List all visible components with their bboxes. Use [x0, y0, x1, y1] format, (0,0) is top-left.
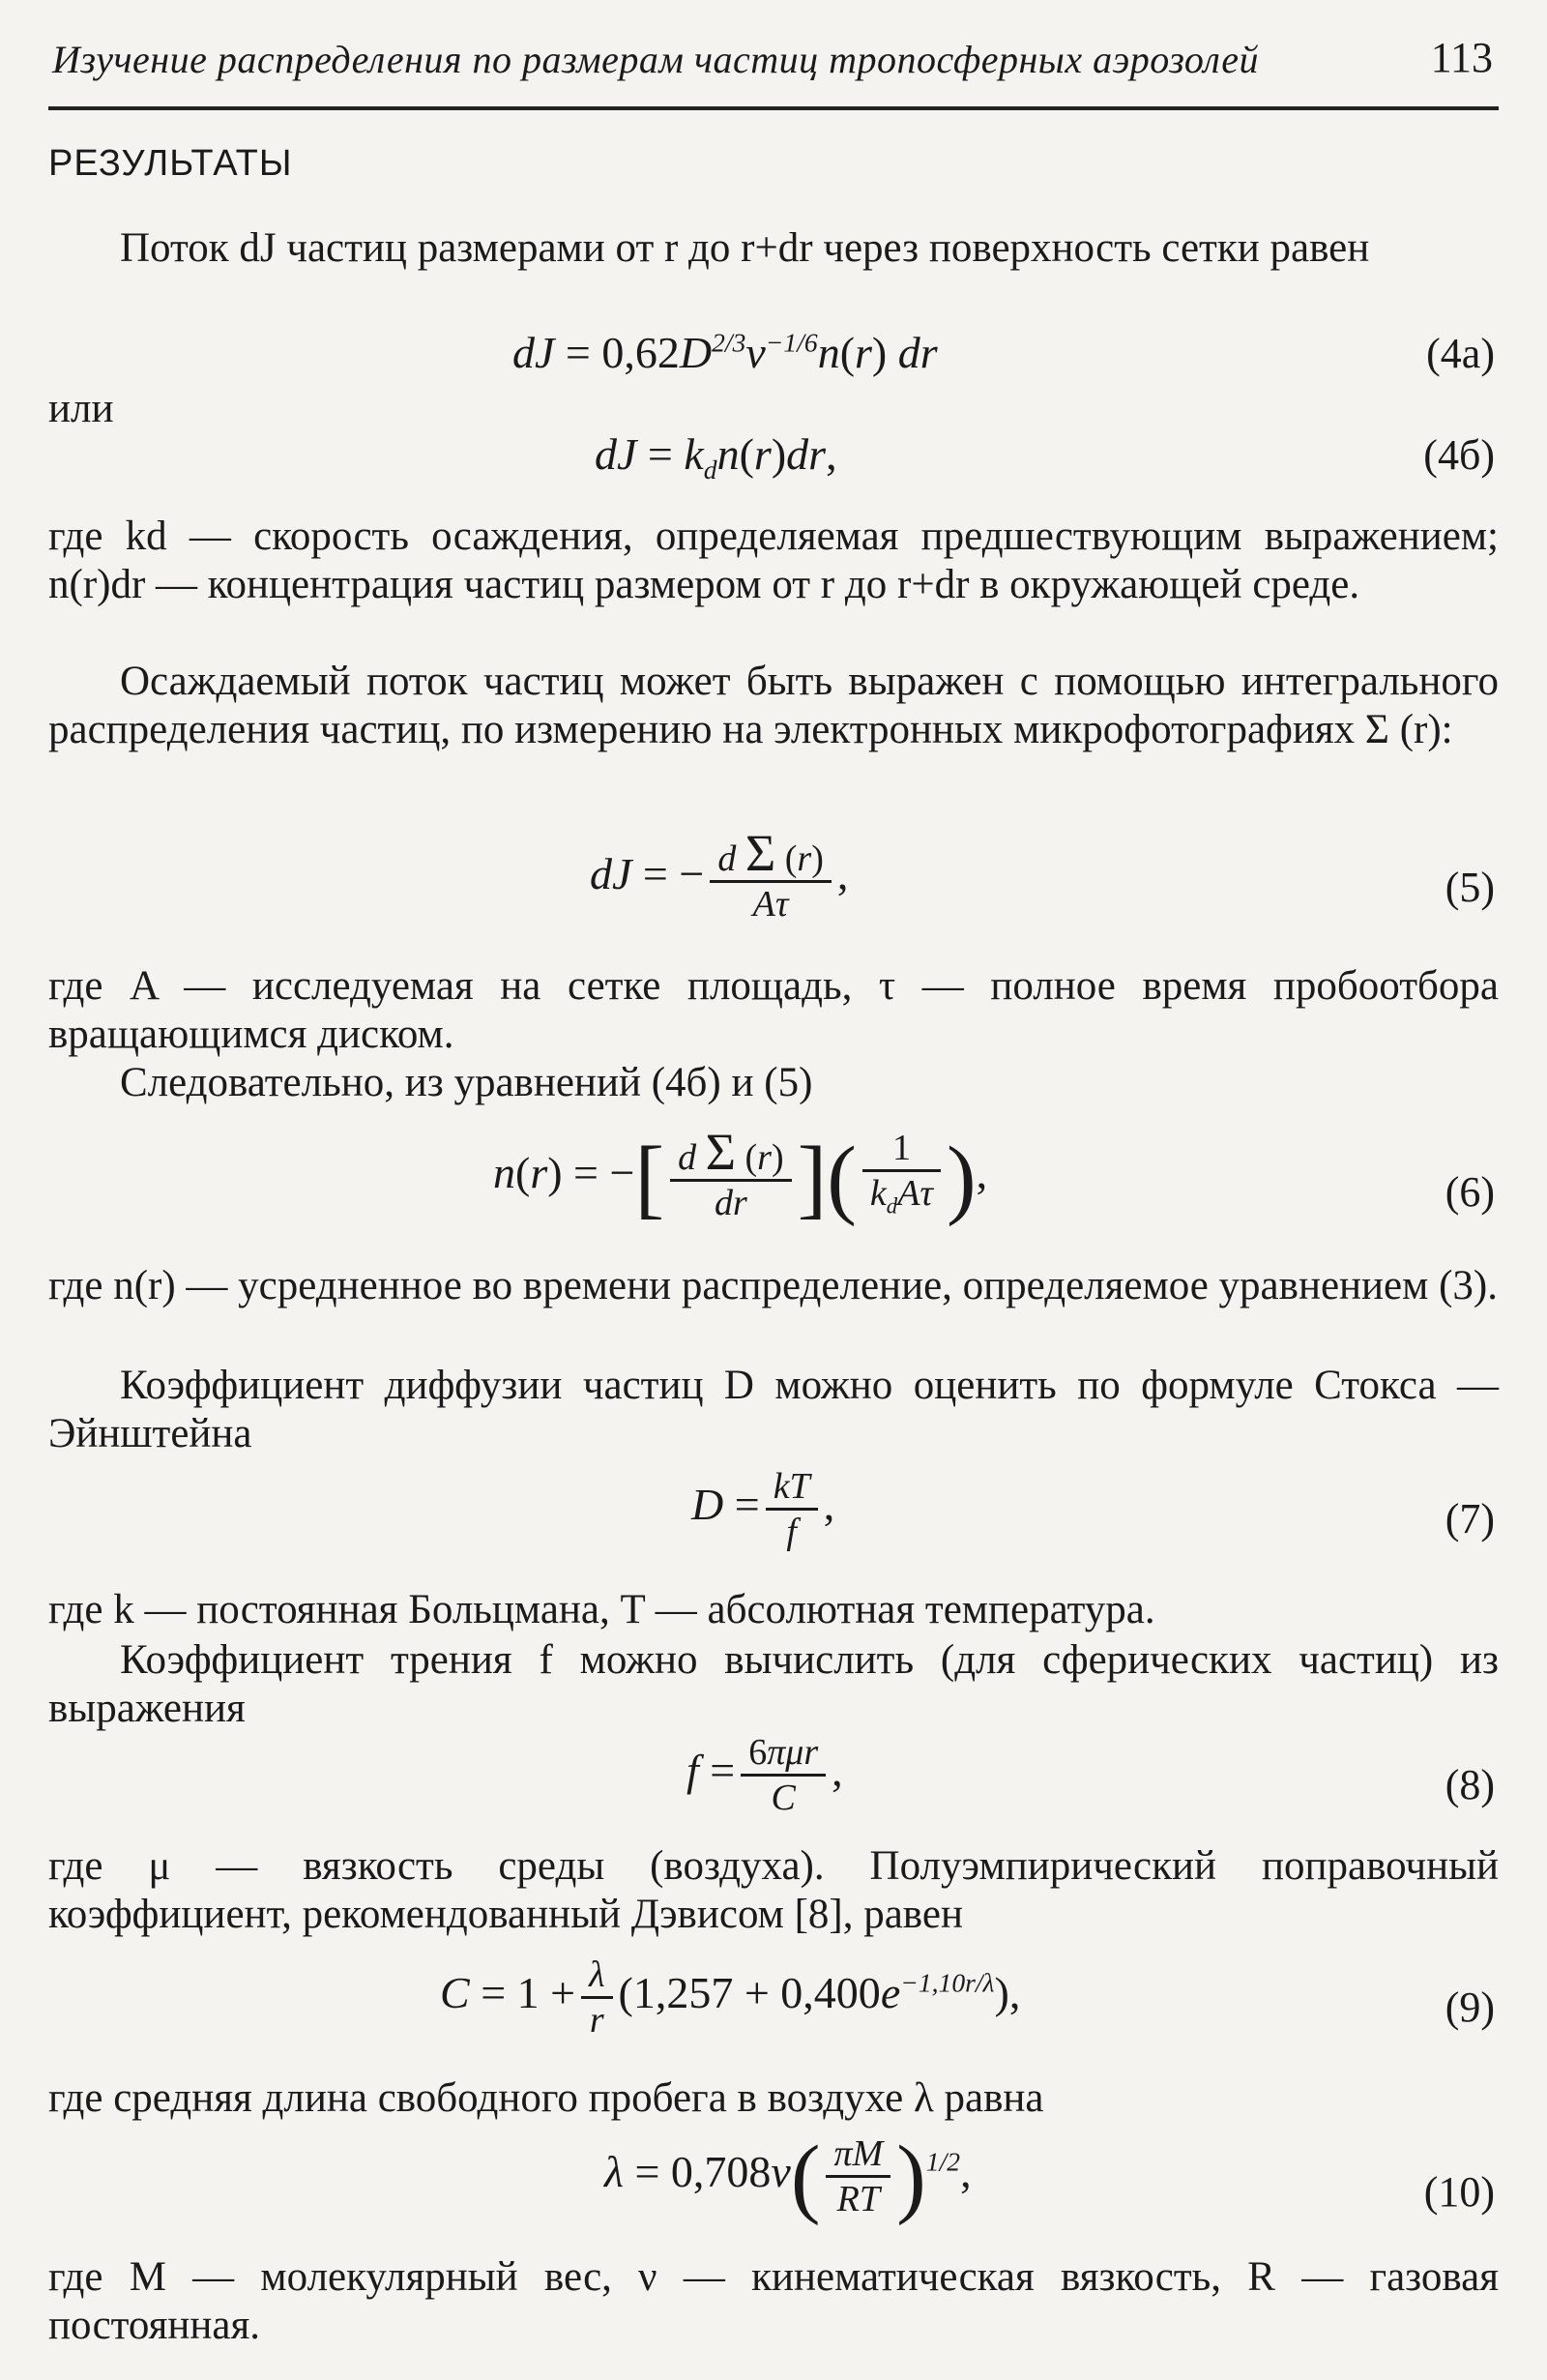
equation-10-number: (10) — [1423, 2168, 1495, 2216]
equation-6 — [48, 1122, 1499, 1252]
equation-9-formula: C = 1 + $\frac{\lambda}{r}$ $(1,257 + 0,400e^{-1,10r/\lambda})$, — [440, 1954, 1021, 2041]
paragraph-kd-definition: где kd — скорость осаждения, определяемая предшествующим выражением; n(r)dr — концентрация частиц размером от r до r+dr в окружающей среде. — [48, 514, 1499, 607]
running-header — [48, 29, 1499, 110]
paragraph-time-averaged: где n(r) — усредненное во времени распределение, определяемое уравнением (3). — [48, 1263, 1498, 1308]
equation-7-number: (7) — [1445, 1495, 1495, 1543]
equation-7 — [48, 1465, 1499, 1572]
equation-6-formula: n(r) = −[ $\frac{\text{d Σ (r)}}{dr}$ ]( $\frac{1}{k_dA\tau}$ ), — [493, 1122, 988, 1227]
equation-7-formula: D = $\frac{kT}{f}$ , — [691, 1466, 835, 1552]
paragraph-diffusion: Коэффициент диффузии частиц D можно оценить по формуле Стокса — Эйнштейна — [48, 1363, 1499, 1456]
paragraph-friction: Коэффициент трения f можно вычислить (для сферических частиц) из выражения — [48, 1637, 1499, 1731]
equation-8-number: (8) — [1445, 1761, 1495, 1808]
paragraph-boltzmann: где k — постоянная Больцмана, T — абсолютная температура. — [48, 1587, 1155, 1632]
section-title: РЕЗУЛЬТАТЫ — [48, 143, 293, 184]
equation-4b-number: (4б) — [1423, 431, 1495, 479]
paragraph-viscosity: где μ — вязкость среды (воздуха). Полуэмпирический поправочный коэффициент, рекомендованный Дэвисом [8], равен — [48, 1843, 1499, 1937]
equation-10 — [48, 2127, 1499, 2248]
equation-4a — [48, 327, 1499, 385]
equation-4b — [48, 428, 1499, 486]
equation-4a-formula: dJ = $0,62D^{2/3}\nu^{-1/6}n(r)$ dr — [512, 327, 938, 377]
paragraph-molecular-weight: где M — молекулярный вес, ν — кинематическая вязкость, R — газовая постоянная. — [48, 2254, 1499, 2348]
paragraph-area-time: где A — исследуемая на сетке площадь, τ — полное время пробоотбора вращающимся диском. — [48, 963, 1499, 1057]
equation-8-formula: f = $\frac{\text{6πμr}}{C}$ , — [686, 1732, 843, 1818]
paragraph-mean-free-path: где средняя длина свободного пробега в воздухе λ равна — [48, 2075, 1044, 2121]
equation-6-number: (6) — [1445, 1168, 1495, 1216]
equation-4b-formula: dJ = $k_dn(r)dr$, — [595, 429, 837, 485]
paragraph-deposited-flux: Осаждаемый поток частиц может быть выражен с помощью интегрального распределения частиц, по измерению на электронных микрофотографиях Σ (r): — [48, 659, 1499, 752]
equation-10-formula: λ = 0,708ν( $\frac{\pi M}{RT}$ )$^{1/2}$, — [604, 2127, 972, 2226]
equation-5-number: (5) — [1445, 864, 1495, 911]
paragraph-flux-intro: Поток dJ частиц размерами от r до r+dr через поверхность сетки равен — [120, 225, 1370, 271]
running-header-title: Изучение распределения по размерам частиц тропосферных аэрозолей — [52, 38, 1260, 81]
equation-4a-number: (4а) — [1426, 330, 1495, 377]
equation-5 — [48, 824, 1499, 938]
equation-9 — [48, 1954, 1499, 2060]
equation-9-number: (9) — [1445, 1983, 1495, 2031]
equation-8 — [48, 1731, 1499, 1837]
paragraph-therefore: Следовательно, из уравнений (4б) и (5) — [120, 1060, 813, 1105]
paragraph-or: или — [48, 386, 114, 431]
page-number: 113 — [1430, 34, 1493, 81]
equation-5-formula: dJ = − $\frac{\text{d Σ (r)}}{A\tau}$ , — [590, 824, 849, 925]
